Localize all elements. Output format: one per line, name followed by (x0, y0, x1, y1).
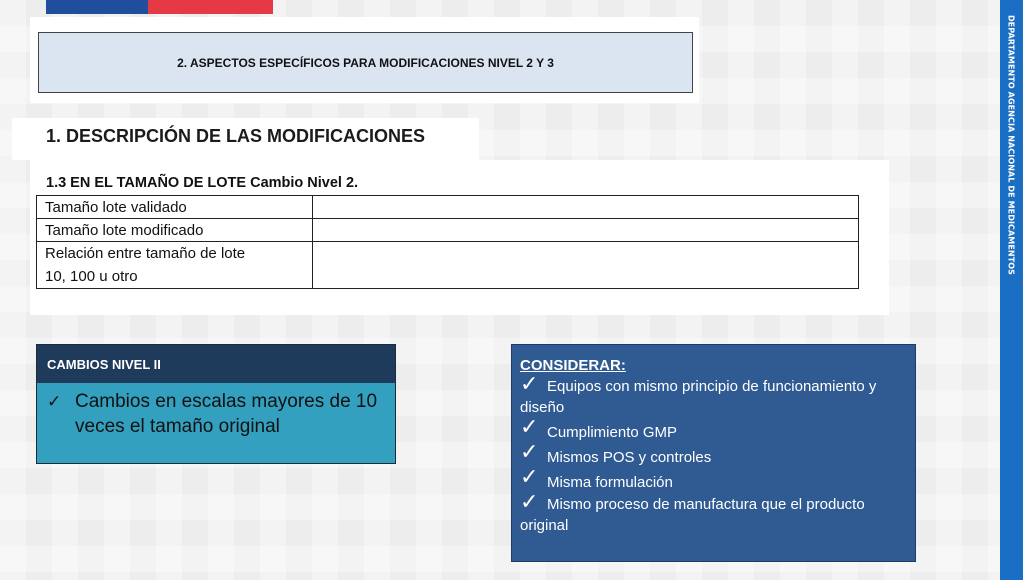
row-label-line: 10, 100 u otro (45, 268, 138, 285)
check-icon: ✓ (520, 414, 539, 439)
row-value[interactable] (313, 242, 859, 289)
considerar-item-text: Cumplimiento GMP (547, 424, 678, 441)
description-title: 1. DESCRIPCIÓN DE LAS MODIFICACIONES (46, 126, 426, 146)
check-icon: ✓ (520, 489, 539, 514)
cambios-box (36, 344, 396, 464)
lot-subtitle: 1.3 EN EL TAMAÑO DE LOTE Cambio Nivel 2. (46, 175, 359, 191)
flag-red-stripe (148, 0, 273, 14)
considerar-item (520, 464, 907, 493)
row-label (37, 242, 313, 289)
considerar-item (520, 414, 907, 443)
considerar-item (520, 439, 907, 468)
row-label: Tamaño lote validado (37, 196, 313, 219)
check-icon: ✓ (520, 439, 539, 464)
considerar-item (520, 489, 907, 536)
check-icon: ✓ (520, 464, 539, 489)
row-value[interactable] (313, 196, 859, 219)
considerar-item-text: Equipos con mismo principio de funcionamiento y diseño (520, 378, 877, 416)
cambios-item (37, 383, 395, 439)
section-title: 2. ASPECTOS ESPECÍFICOS PARA MODIFICACIONES NIVEL 2 Y 3 (38, 32, 693, 93)
considerar-item-text: Mismos POS y controles (547, 449, 712, 466)
table-row (37, 219, 859, 242)
row-label: Tamaño lote modificado (37, 219, 313, 242)
cambios-heading: CAMBIOS NIVEL II (37, 345, 395, 383)
considerar-box (511, 344, 916, 562)
lot-size-table (36, 195, 859, 289)
table-row (37, 196, 859, 219)
check-icon: ✓ (520, 371, 539, 396)
row-label-line: Relación entre tamaño de lote (45, 245, 246, 262)
considerar-item-text: Misma formulación (547, 474, 673, 491)
cambios-item-text: Cambios en escalas mayores de 10 veces el tamaño original (75, 391, 378, 437)
table-row (37, 242, 859, 289)
flag-blue-stripe (46, 0, 148, 14)
row-value[interactable] (313, 219, 859, 242)
considerar-item (520, 371, 907, 418)
side-bar-text: DEPARTAMENTO AGENCIA NACIONAL DE MEDICAMENTOS (1006, 14, 1016, 276)
considerar-heading: CONSIDERAR: (520, 357, 626, 374)
considerar-item-text: Mismo proceso de manufactura que el producto original (520, 496, 865, 534)
check-icon: ✓ (47, 392, 62, 411)
